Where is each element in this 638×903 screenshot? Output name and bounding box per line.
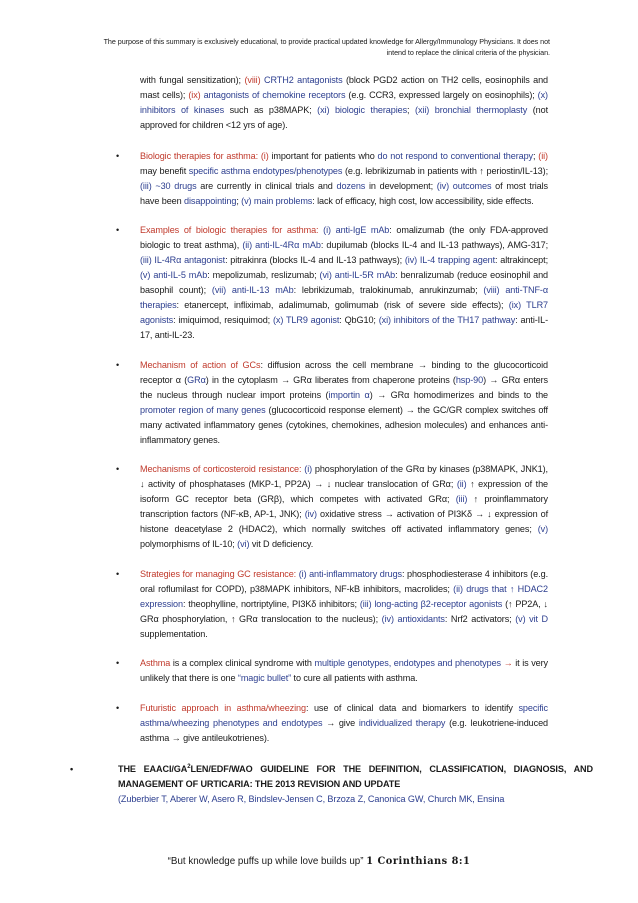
- page-footer: [0, 856, 638, 867]
- text-segment: (e.g. lebrikizumab in patients with ↑ periostin/IL-13);: [342, 165, 548, 176]
- text-segment: oxidative stress → activation of PI3Kδ → ↓ expression of histone deacetylase 2 (HDAC2), which normally switches off activated inflammatory genes;: [140, 509, 548, 534]
- text-segment: hsp-90: [455, 374, 484, 385]
- text-segment: : anti-IL-17, anti-IL-23.: [140, 315, 548, 340]
- text-segment: Asthma: [140, 658, 171, 668]
- text-segment: specific asthma endotypes/phenotypes: [188, 165, 343, 176]
- bullet-item: [95, 149, 548, 209]
- text-segment: (ii): [538, 150, 548, 161]
- bullet-marker: •: [70, 763, 74, 774]
- text-segment: with fungal sensitization);: [140, 75, 245, 85]
- text-segment: (vi) anti-IL-5R mAb: [319, 270, 396, 280]
- text-segment: (v) vit D: [515, 613, 549, 624]
- text-segment: : theophylline, nortriptyline, PI3Kδ inhibitors;: [182, 598, 360, 609]
- text-segment: CRTH2 antagonists: [264, 75, 343, 85]
- text-segment: (x) inhibitors of kinases: [140, 90, 548, 115]
- text-segment: (ix) TLR7 agonists: [140, 300, 549, 325]
- text-segment: (not approved for children <12 yrs of age).: [140, 105, 549, 130]
- text-segment: (xii) bronchial thermoplasty: [415, 105, 528, 115]
- text-segment: : benralizumab (reduce eosinophil and basophil count);: [140, 270, 549, 295]
- text-segment: (v) anti-IL-5 mAb: [140, 270, 208, 280]
- guideline-title-sup: 2: [187, 763, 191, 770]
- footer-reference: 1 Corinthians 8:1: [366, 856, 471, 867]
- text-segment: ;: [533, 150, 539, 161]
- text-segment: (iv): [304, 509, 320, 519]
- text-segment: (iii): [455, 494, 474, 504]
- text-segment: (x) TLR9 agonist: [272, 315, 340, 325]
- text-segment: (iv) antioxidants: [381, 613, 445, 624]
- text-segment: ;: [236, 195, 242, 206]
- bullet-item: [95, 567, 548, 642]
- text-segment: ;: [407, 105, 416, 115]
- text-segment: (ix): [188, 90, 204, 100]
- bullet-text: [140, 223, 548, 343]
- text-segment: Mechanisms of corticosteroid resistance:: [140, 464, 305, 474]
- text-segment: : imiquimod, resiquimod;: [173, 315, 273, 325]
- text-segment: : dupilumab (blocks IL-4 and IL-13 pathways), AMG-317;: [320, 240, 548, 250]
- text-segment: : altrakincept;: [495, 255, 548, 265]
- text-segment: : lack of efficacy, high cost, low accessibility, side effects.: [312, 195, 534, 206]
- text-segment: (xi) biologic therapies: [317, 105, 408, 115]
- text-segment: may benefit: [140, 165, 189, 176]
- bullet-item: [95, 462, 548, 552]
- text-segment: (i) anti-IgE mAb: [323, 225, 390, 235]
- guideline-title-part-a: THE EAACI/GA: [118, 763, 188, 774]
- bullet-text: [140, 701, 548, 746]
- text-segment: Biologic therapies for asthma:: [140, 150, 261, 161]
- text-segment: dozens: [336, 180, 366, 191]
- bullet-text: [140, 567, 548, 642]
- bullet-marker: •: [116, 568, 120, 579]
- bullet-item: [95, 656, 548, 686]
- text-segment: (↑ PP2A, ↓ GRα phosphorylation, ↑ GRα translocation to the nucleus);: [140, 598, 548, 624]
- text-segment: polymorphisms of IL-10;: [140, 539, 238, 549]
- text-segment: ↑ proinflammatory transcription factors (NF-κB, AP-1, JNK);: [140, 494, 549, 519]
- text-segment: : phosphodiesterase 4 inhibitors (e.g. oral roflumilast for COPD), p38MAPK inhibitors, NF-kB inhibitors, macrolides;: [140, 568, 549, 594]
- text-segment: (e.g. CCR3, expressed largely on eosinophils);: [345, 90, 538, 100]
- text-segment: (vii) anti-IL-13 mAb: [211, 285, 294, 295]
- text-segment: (e.g. leukotriene-induced asthma → give antileukotrienes).: [140, 717, 548, 743]
- text-segment: such as p38MAPK;: [224, 105, 318, 115]
- text-segment: : use of clinical data and biomarkers to identify: [305, 702, 519, 713]
- text-segment: to cure all patients with asthma.: [291, 673, 418, 683]
- text-segment: importin α: [328, 389, 370, 400]
- text-segment: (iii) ~30 drugs: [140, 180, 197, 191]
- text-segment: (ii) drugs that ↑ HDAC2 expression: [140, 583, 548, 609]
- bullet-list: [95, 149, 548, 746]
- text-segment: individualized therapy: [358, 717, 446, 728]
- text-segment: ) → GRα homodimerizes and binds to the: [369, 389, 548, 400]
- text-segment: is a complex clinical syndrome with: [170, 658, 315, 668]
- continuation-paragraph: [140, 73, 548, 133]
- text-segment: (xi) inhibitors of the TH17 pathway: [378, 315, 516, 325]
- text-segment: antagonists of chemokine receptors: [203, 90, 346, 100]
- header-disclaimer-line2: intend to replace the clinical criteria of the physician.: [386, 47, 550, 57]
- text-segment: : pitrakinra (blocks IL-4 and IL-13 pathways);: [225, 255, 405, 265]
- bullet-text: [140, 462, 548, 552]
- text-segment: Strategies for managing GC resistance:: [140, 568, 299, 579]
- text-segment: supplementation.: [140, 628, 208, 639]
- text-segment: specific asthma/wheezing phenotypes and endotypes: [140, 702, 549, 728]
- text-segment: : omalizumab (the only FDA-approved biologic to treat asthma),: [140, 225, 548, 250]
- text-segment: : Nrf2 activators;: [444, 613, 516, 624]
- text-segment: it is very unlikely that there is one: [140, 658, 548, 683]
- text-segment: (iii) long-acting β2-receptor agonists: [359, 598, 503, 609]
- text-segment: Futuristic approach in asthma/wheezing: [140, 702, 306, 713]
- text-segment: (block PGD2 action on TH2 cells, eosinophils and mast cells);: [140, 75, 548, 100]
- text-segment: (v) main problems: [241, 195, 313, 206]
- text-segment: in development;: [365, 180, 437, 191]
- text-segment: (i): [304, 464, 315, 474]
- text-segment: are currently in clinical trials and: [196, 180, 337, 191]
- text-segment: vit D deficiency.: [251, 539, 314, 549]
- text-segment: phosphorylation of the GRα by kinases (p38MAPK, JNK1), ↓ activity of phosphatases (MKP-1, PP2A) → ↓ nuclear translocation of GRα;: [140, 464, 548, 489]
- text-segment: (glucocorticoid response element) → the GC/GR complex switches off many activated inflammatory genes (cytokines, chemokines, adhesion molecules) and enhances anti-inflammatory genes.: [140, 404, 548, 445]
- guideline-item: [70, 762, 593, 807]
- bullet-item: [95, 223, 548, 343]
- text-segment: (ii) anti-IL-4Rα mAb: [242, 240, 321, 250]
- text-segment: (vi): [237, 539, 252, 549]
- bullet-marker: •: [116, 359, 120, 370]
- text-segment: : diffusion across the cell membrane → binding to the glucocorticoid receptor α (: [140, 359, 548, 385]
- text-segment: → give: [322, 717, 359, 728]
- text-segment: disappointing: [184, 195, 237, 206]
- guideline-title: [118, 762, 593, 792]
- bullet-marker: •: [116, 150, 120, 161]
- text-segment: : etanercept, infliximab, adalimumab, golimumab (risk of severe side effects);: [176, 300, 509, 310]
- text-segment: GRα: [187, 374, 206, 385]
- text-segment: of most trials have been: [140, 180, 548, 206]
- text-segment: : lebrikizumab, tralokinumab, anrukinzumab;: [293, 285, 484, 295]
- text-segment: ↑ expression of the isoform GC receptor beta (GRβ), which competes with activated GRα;: [140, 479, 548, 504]
- text-segment: do not respond to conventional therapy: [377, 150, 534, 161]
- text-segment: →: [503, 658, 513, 668]
- bullet-marker: •: [116, 464, 120, 474]
- text-segment: (v): [537, 524, 548, 534]
- bullet-marker: •: [116, 658, 120, 668]
- bullet-marker: •: [116, 225, 120, 235]
- text-segment: : mepolizumab, reslizumab;: [207, 270, 320, 280]
- header-disclaimer-line1: The purpose of this summary is exclusively educational, to provide practical updated knowledge for Allergy/Immunology Physicians. It does not: [103, 37, 550, 46]
- text-segment: Mechanism of action of GCs: [140, 359, 261, 370]
- bullet-item: [95, 358, 548, 448]
- bullet-item: [95, 701, 548, 746]
- text-segment: (viii) anti-TNF-α therapies: [140, 285, 548, 310]
- text-segment: (i): [260, 150, 272, 161]
- text-segment: important for patients who: [271, 150, 378, 161]
- footer-quote: “But knowledge puffs up while love builds up”: [167, 856, 364, 867]
- text-segment: (iv) outcomes: [436, 180, 492, 191]
- guideline-authors: (Zuberbier T, Aberer W, Asero R, Bindslev-Jensen C, Brzoza Z, Canonica GW, Church MK, Ensina: [118, 793, 505, 804]
- bullet-marker: •: [116, 702, 120, 713]
- bullet-text: [140, 358, 548, 448]
- text-segment: : QbG10;: [339, 315, 379, 325]
- text-segment: multiple genotypes, endotypes and phenotypes: [314, 658, 501, 668]
- text-segment: (ii): [456, 479, 471, 489]
- guideline-title-part-b: LEN/EDF/WAO GUIDELINE FOR THE DEFINITION, CLASSIFICATION, DIAGNOSIS, AND MANAGEMENT OF URTICARIA: THE 2013 REVISION AND UPDATE: [118, 763, 593, 789]
- text-segment: Examples of biologic therapies for asthma:: [140, 225, 324, 235]
- text-segment: (i) anti-inflammatory drugs: [298, 568, 402, 579]
- bullet-text: [140, 149, 548, 209]
- text-segment: “magic bullet”: [237, 673, 292, 683]
- text-segment: ) in the cytoplasm → GRα liberates from chaperone proteins (: [205, 374, 456, 385]
- text-segment: (iv) IL-4 trapping agent: [404, 255, 496, 265]
- text-segment: (iii) IL-4Rα antagonist: [140, 255, 226, 265]
- text-segment: ) → GRα enters the nucleus through nuclear import proteins (: [140, 374, 549, 400]
- text-segment: promoter region of many genes: [140, 404, 266, 415]
- bullet-text: [140, 656, 548, 686]
- page-header: [60, 37, 550, 58]
- text-segment: (viii): [244, 75, 264, 85]
- document-body: [70, 73, 593, 807]
